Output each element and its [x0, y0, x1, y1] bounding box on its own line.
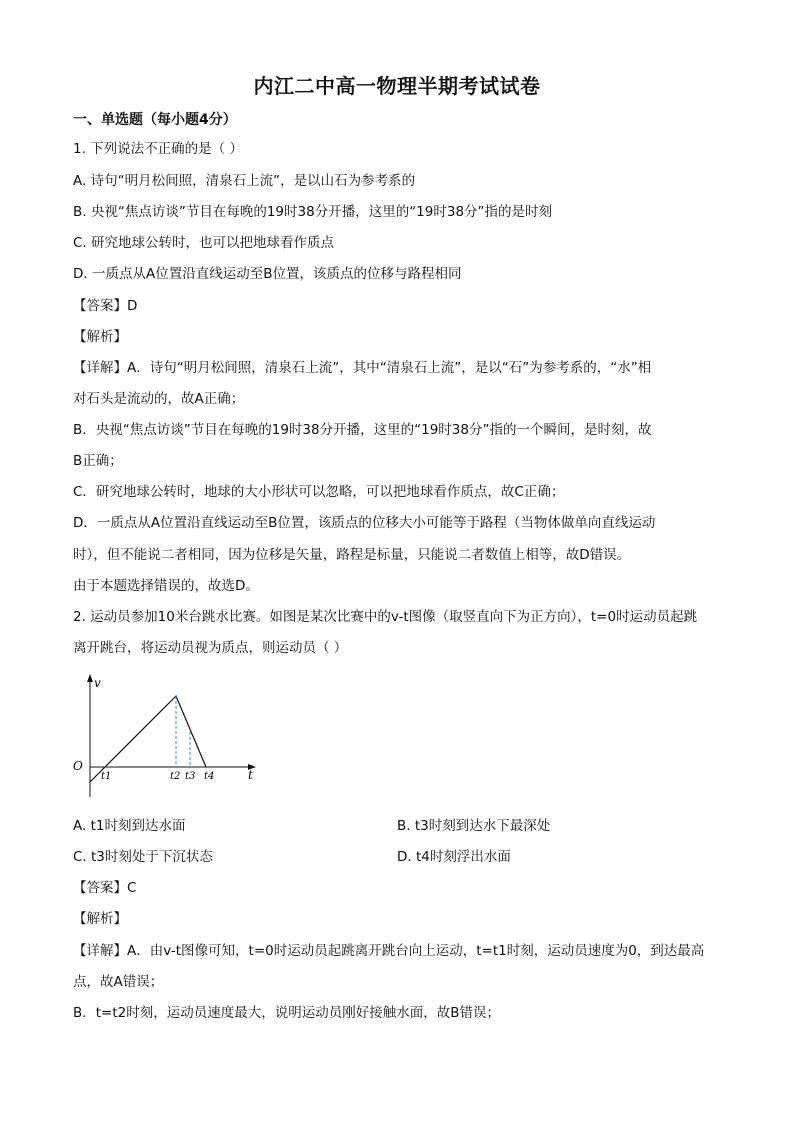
vt-curve [90, 696, 206, 782]
q2-answer: 【答案】C [73, 880, 137, 896]
tick-t4: t4 [204, 771, 215, 782]
q1-answer: 【答案】D [73, 298, 138, 314]
tick-t2: t2 [170, 771, 181, 782]
q1-detail-line: D．一质点从A位置沿直线运动至B位置，该质点的位移大小可能等于路程（当物体做单向直线运动 [73, 515, 656, 531]
tick-t1: t1 [101, 771, 112, 782]
tick-t3: t3 [185, 771, 196, 782]
q2-detail-line: B．t=t2时刻，运动员速度最大，说明运动员刚好接触水面，故B错误； [73, 1005, 501, 1021]
q1-detail-line: 时），但不能说二者相同，因为位移是矢量，路程是标量，只能说二者数值上相等，故D错误。 [73, 547, 631, 563]
q2-option-b: B. t3时刻到达水下最深处 [397, 818, 551, 834]
q2-detail-line: 点，故A错误； [73, 974, 164, 990]
q1-option-d: D. 一质点从A位置沿直线运动至B位置，该质点的位移与路程相同 [73, 266, 462, 282]
q2-stem-line1: 2. 运动员参加10米台跳水比赛。如图是某次比赛中的v-t图像（取竖直向下为正方向），t=0时运动员起跳 [73, 609, 698, 625]
section-heading: 一、单选题（每小题4分） [73, 112, 237, 128]
q1-detail-line: 【详解】A．诗句“明月松间照，清泉石上流”，其中“清泉石上流”，是以“石”为参考系的，“水”相 [73, 360, 652, 376]
y-axis-label: v [94, 676, 101, 690]
vt-graph [68, 672, 268, 807]
q1-detail-line: B正确； [73, 453, 123, 469]
q2-option-a: A. t1时刻到达水面 [73, 818, 186, 834]
q1-conclusion: 由于本题选择错误的，故选D。 [73, 578, 259, 594]
y-axis-arrow [87, 674, 93, 682]
q1-analysis-label: 【解析】 [73, 329, 127, 345]
origin-label: O [73, 759, 83, 773]
q2-option-c: C. t3时刻处于下沉状态 [73, 849, 213, 865]
q1-option-b: B. 央视“焦点访谈”节目在每晚的19时38分开播，这里的“19时38分”指的是时刻 [73, 204, 553, 220]
q2-detail-line: 【详解】A．由v-t图像可知，t=0时运动员起跳离开跳台向上运动，t=t1时刻，运动员速度为0，到达最高 [73, 943, 705, 959]
q1-detail-line: 对石头是流动的，故A正确； [73, 391, 245, 407]
q1-detail-line: B．央视“焦点访谈”节目在每晚的19时38分开播，这里的“19时38分”指的一个瞬间，是时刻，故 [73, 422, 652, 438]
q1-option-c: C. 研究地球公转时，也可以把地球看作质点 [73, 235, 335, 251]
q2-option-d: D. t4时刻浮出水面 [397, 849, 511, 865]
q2-analysis-label: 【解析】 [73, 911, 127, 927]
page-title: 内江二中高一物理半期考试试卷 [253, 74, 541, 98]
x-axis-label: t [248, 768, 253, 782]
q1-detail-line: C．研究地球公转时，地球的大小形状可以忽略，可以把地球看作质点，故C正确； [73, 484, 565, 500]
q2-stem-line2: 离开跳台，将运动员视为质点，则运动员（ ） [73, 640, 348, 656]
q1-option-a: A. 诗句“明月松间照，清泉石上流”，是以山石为参考系的 [73, 173, 416, 189]
q1-stem: 1. 下列说法不正确的是（ ） [73, 141, 243, 157]
